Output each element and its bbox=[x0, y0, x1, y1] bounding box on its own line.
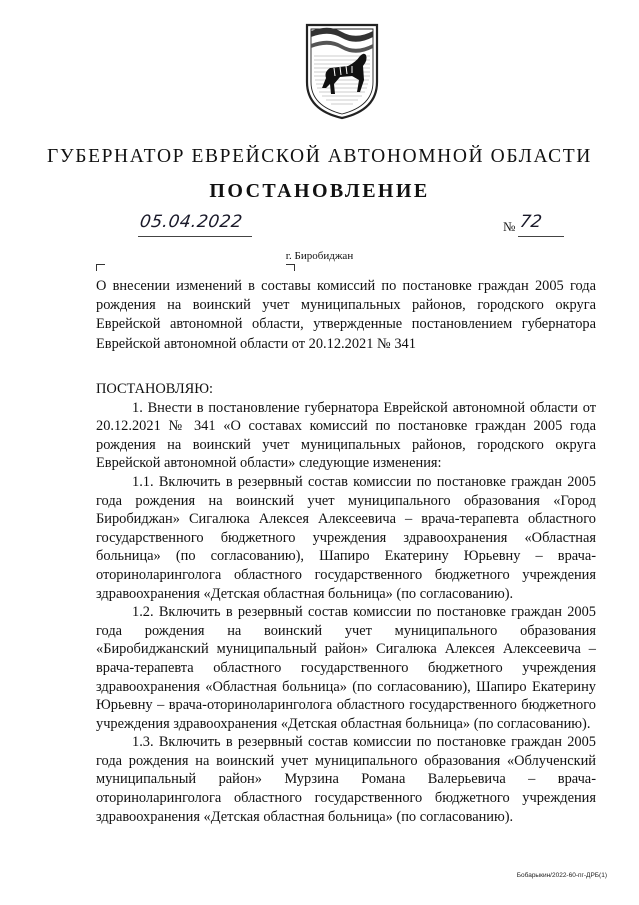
number-label: № bbox=[503, 219, 516, 234]
document-code: Бобарыкин/2022-60-пг-ДРБ(1) bbox=[516, 872, 607, 879]
handwritten-number: 72 bbox=[518, 212, 544, 232]
number-field bbox=[518, 212, 564, 237]
left-corner-mark bbox=[96, 264, 105, 271]
document-type-title: ПОСТАНОВЛЕНИЕ bbox=[209, 180, 430, 202]
coat-of-arms-icon bbox=[304, 22, 380, 120]
right-corner-mark bbox=[286, 264, 295, 271]
body-paragraph-1-3: 1.3. Включить в резервный состав комиссии по постановке граждан 2005 года рождения на воинский учет муниципального образования «Облученский муниципальный район» Мурзина Романа Валерьевича – врача-оториноларинголога областного государственного бюджетного учреждения здравоохранения «Детская областная больница» (по согласованию). bbox=[96, 734, 596, 825]
body-paragraph-1: 1. Внести в постановление губернатора Еврейской автономной области от 20.12.2021 № 341 «О составах комиссий по постановке граждан 2005 года рождения на воинский учет муниципальных районов, городского округа Еврейской автономной области» следующие изменения: bbox=[96, 399, 596, 472]
city-name: г. Биробиджан bbox=[285, 250, 354, 262]
document-subject: О внесении изменений в составы комиссий по постановке граждан 2005 года рождения на воинский учет муниципальных районов, городского округа Еврейской автономной области, утвержденные постановлением губернатора Еврейской автономной области от 20.12.2021 № 341 bbox=[96, 278, 596, 352]
resolve-heading: ПОСТАНОВЛЯЮ: bbox=[96, 381, 214, 397]
handwritten-date: 05.04.2022 bbox=[138, 212, 244, 232]
body-paragraph-1-2: 1.2. Включить в резервный состав комиссии по постановке граждан 2005 года рождения на воинский учет муниципального образования «Биробиджанский муниципальный район» Сигалюка Алексея Алексеевича – врача-терапевта областного государственного бюджетного учреждения здравоохранения «Областная больница» (по согласованию), Шапиро Екатерину Юрьевну – врача-оториноларинголога областного государственного бюджетного учреждения здравоохранения «Детская областная больница» (по согласованию). bbox=[96, 604, 596, 732]
date-field bbox=[138, 212, 252, 237]
governor-title: ГУБЕРНАТОР ЕВРЕЙСКОЙ АВТОНОМНОЙ ОБЛАСТИ bbox=[47, 146, 592, 167]
body-paragraph-1-1: 1.1. Включить в резервный состав комиссии по постановке граждан 2005 года рождения на воинский учет муниципального образования «Город Биробиджан» Сигалюка Алексея Алексеевича – врача-терапевта областного государственного бюджетного учреждения здравоохранения «Областная больница» (по согласованию), Шапиро Екатерину Юрьевну – врача-оториноларинголога областного государственного бюджетного учреждения здравоохранения «Детская областная больница» (по согласованию). bbox=[96, 473, 596, 602]
document-body bbox=[96, 380, 596, 826]
